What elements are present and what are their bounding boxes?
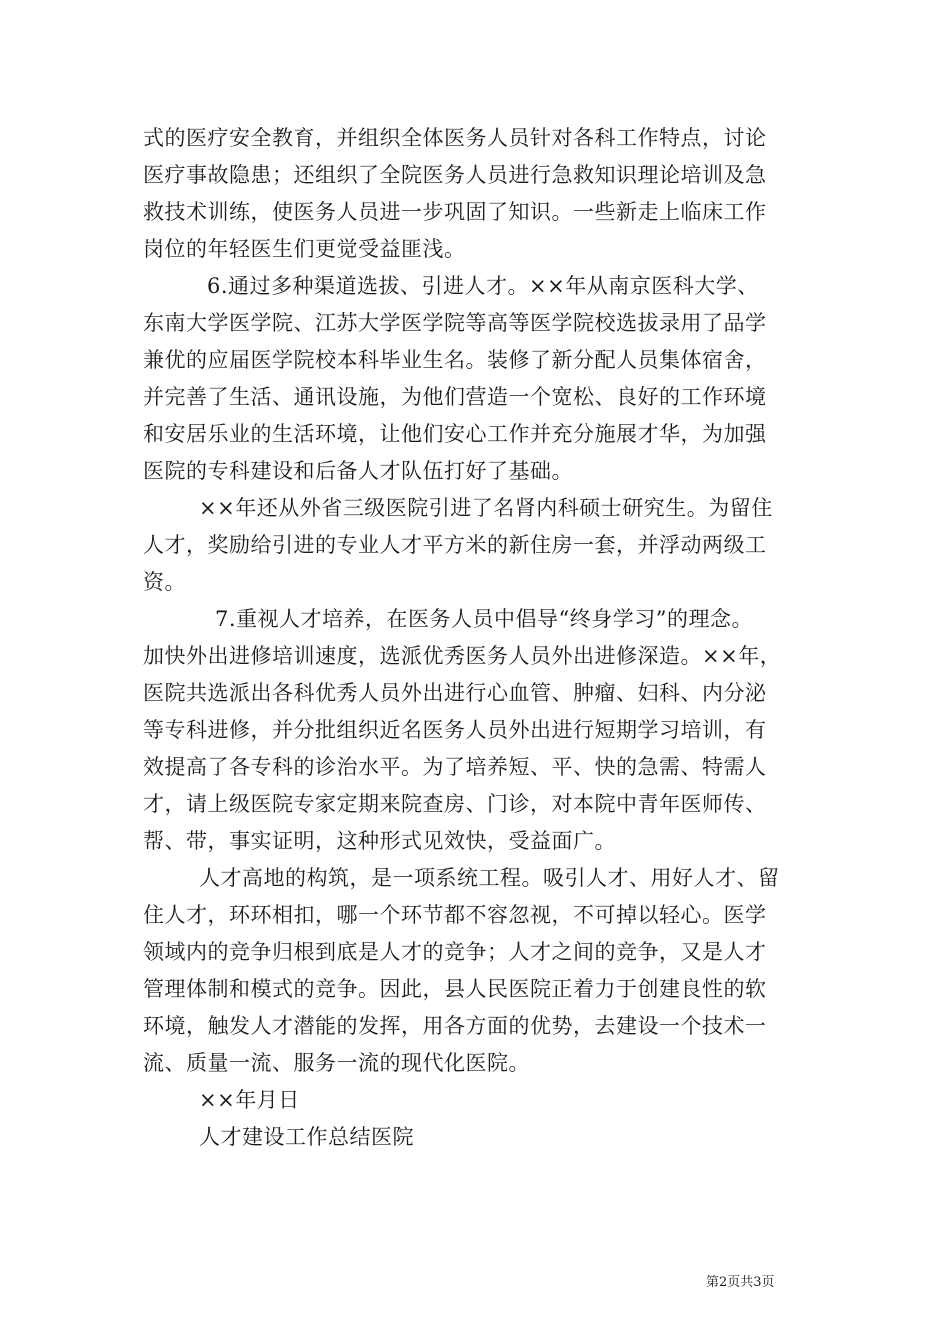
text-line: 领域内的竞争归根到底是人才的竞争；人才之间的竞争，又是人才 xyxy=(143,940,767,964)
text-line: 6.通过多种渠道选拔、引进人才。××年从南京医科大学、 xyxy=(207,274,759,298)
text-line: 式的医疗安全教育，并组织全体医务人员针对各科工作特点，讨论 xyxy=(143,126,767,150)
text-line: 人才，奖励给引进的专业人才平方米的新住房一套，并浮动两级工 xyxy=(143,533,767,557)
text-line: 7.重视人才培养，在医务人员中倡导“终身学习”的理念。 xyxy=(215,607,754,631)
text-line: 加快外出进修培训速度，选派优秀医务人员外出进修深造。××年， xyxy=(143,644,782,668)
text-line: ××年还从外省三级医院引进了名肾内科硕士研究生。为留住 xyxy=(199,496,773,520)
text-line: 兼优的应届医学院校本科毕业生名。装修了新分配人员集体宿舍， xyxy=(143,348,767,372)
text-line: 管理体制和模式的竞争。因此，县人民医院正着力于创建良性的软 xyxy=(143,977,767,1001)
text-line: 等专科进修，并分批组织近名医务人员外出进行短期学习培训，有 xyxy=(143,718,767,742)
text-line: 医院的专科建设和后备人才队伍打好了基础。 xyxy=(143,459,573,483)
text-line: 救技术训练，使医务人员进一步巩固了知识。一些新走上临床工作 xyxy=(143,200,767,224)
paragraph-graduate-recruit xyxy=(143,490,808,601)
text-line: 帮、带，事实证明，这种形式见效快，受益面广。 xyxy=(143,829,616,853)
text-line: 医院共选派出各科优秀人员外出进行心血管、肿瘤、妇科、内分泌 xyxy=(143,681,767,705)
document-title-line: 人才建设工作总结医院 xyxy=(199,1125,414,1149)
paragraph-safety-education xyxy=(143,120,808,268)
page-number-indicator: 第2页共3页 xyxy=(706,1275,775,1290)
text-line: 住人才，环环相扣，哪一个环节都不容忽视，不可掉以轻心。医学 xyxy=(143,903,767,927)
paragraph-item-7 xyxy=(143,601,808,860)
text-line: 医疗事故隐患；还组织了全院医务人员进行急救知识理论培训及急 xyxy=(143,163,767,187)
text-line: 东南大学医学院、江苏大学医学院等高等医学院校选拔录用了品学 xyxy=(143,311,767,335)
text-line: 才，请上级医院专家定期来院查房、门诊，对本院中青年医师传、 xyxy=(143,792,767,816)
text-line: 人才高地的构筑，是一项系统工程。吸引人才、用好人才、留 xyxy=(199,866,780,890)
paragraph-item-6 xyxy=(143,268,808,490)
text-line: 效提高了各专科的诊治水平。为了培养短、平、快的急需、特需人 xyxy=(143,755,767,779)
date-line: ××年月日 xyxy=(199,1088,300,1112)
text-line: 资。 xyxy=(143,570,186,594)
text-line: 流、质量一流、服务一流的现代化医院。 xyxy=(143,1051,530,1075)
text-line: 并完善了生活、通讯设施，为他们营造一个宽松、良好的工作环境 xyxy=(143,385,767,409)
text-line: 岗位的年轻医生们更觉受益匪浅。 xyxy=(143,237,466,261)
text-line: 和安居乐业的生活环境，让他们安心工作并充分施展才华，为加强 xyxy=(143,422,767,446)
paragraph-conclusion xyxy=(143,860,808,1082)
document-body xyxy=(143,120,808,1156)
text-line: 环境，触发人才潜能的发挥，用各方面的优势，去建设一个技术一 xyxy=(143,1014,767,1038)
